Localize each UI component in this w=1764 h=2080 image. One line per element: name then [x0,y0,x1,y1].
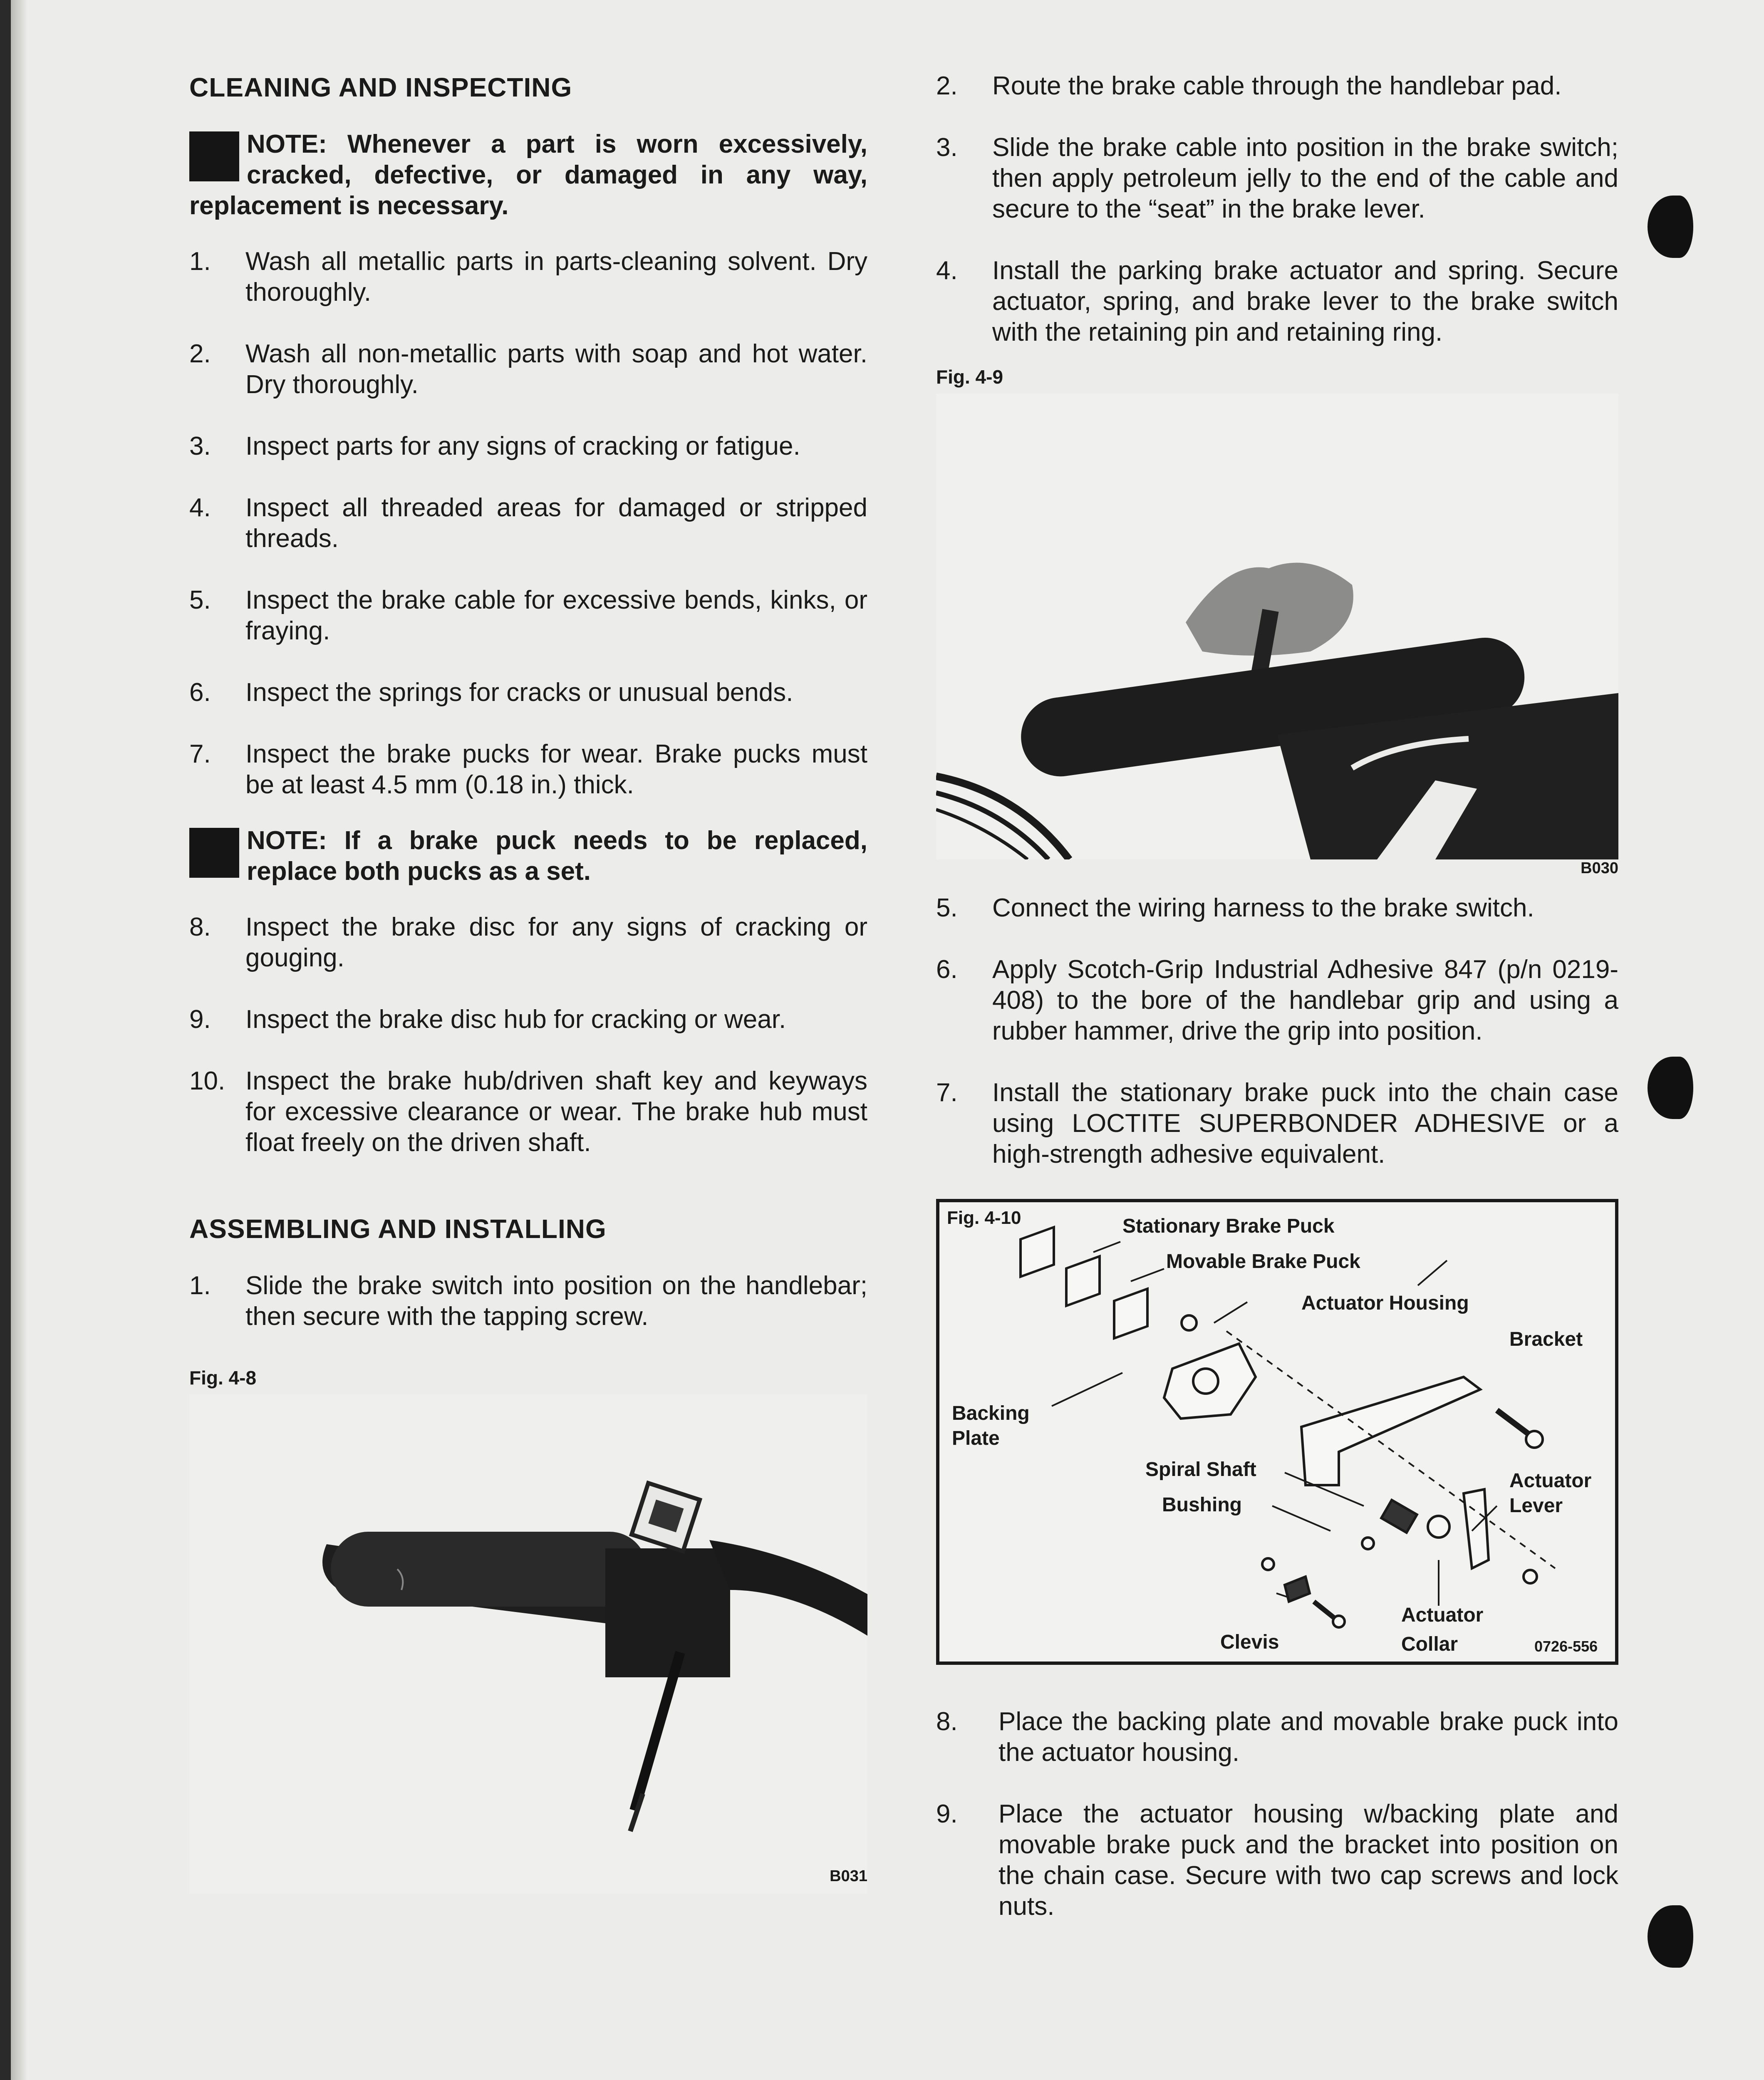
list-item: 2. Wash all non-metallic parts with soap and hot water. Dry thoroughly. [189,339,867,399]
figure-code: 0726-556 [1534,1638,1598,1655]
label-backing-plate-line1: Backing [952,1402,1030,1424]
list-item: 1. Wash all metallic parts in parts-cleaning solvent. Dry thoroughly. [189,247,867,307]
page-binding-edge [0,0,11,2080]
list-item: 10. Inspect the brake hub/driven shaft key and keyways for excessive clearance or wear. The brake hub must float freely on the driven shaft. [189,1067,867,1157]
label-backing-plate-line2: Plate [952,1427,1000,1449]
note-text: NOTE: Whenever a part is worn excessively, cracked, defective, or damaged in any way, replacement is necessary. [189,130,867,220]
brake-lever-installation-image [936,394,1618,859]
list-item: 6. Inspect the springs for cracks or unusual bends. [189,678,793,707]
section-heading-cleaning: CLEANING AND INSPECTING [189,72,572,102]
assembling-steps-right-c [936,1706,1618,1922]
note-puck-replace [189,825,867,887]
label-stationary-brake-puck: Stationary Brake Puck [1122,1215,1335,1237]
list-item: 5. Inspect the brake cable for excessive bends, kinks, or fraying. [189,586,867,645]
label-actuator-lever-line2: Lever [1509,1495,1563,1517]
list-item: 3. Inspect parts for any signs of cracking or fatigue. [189,432,800,461]
list-item: 9. Place the actuator housing w/backing plate and movable brake puck and the bracket into position on the chain case. Secure with two cap screws and lock nuts. [936,1800,1618,1921]
list-item: 2. Route the brake cable through the handlebar pad. [936,72,1562,100]
list-item: 6. Apply Scotch-Grip Industrial Adhesive 847 (p/n 0219-408) to the bore of the handlebar grip and using a rubber hammer, drive the grip into position. [936,955,1618,1045]
list-item: 7. Inspect the brake pucks for wear. Brake pucks must be at least 4.5 mm (0.18 in.) thick. [189,740,867,799]
figure-4-9-photo [936,394,1618,859]
assembling-steps [189,1270,867,1332]
list-item: 5. Connect the wiring harness to the brake switch. [936,894,1534,922]
assembling-steps-right-a [936,71,1618,348]
label-bushing: Bushing [1162,1494,1242,1516]
figure-label: Fig. 4-8 [189,1367,257,1389]
figure-code-row [936,859,1618,884]
list-item: 7. Install the stationary brake puck into the chain case using LOCTITE SUPERBONDER ADHESIVE or a high-strength adhesive equivalent. [936,1078,1618,1169]
binder-hole-mark [1648,1057,1693,1119]
page-binding-shadow [11,0,27,2080]
label-bracket: Bracket [1509,1328,1583,1350]
list-item: 8. Place the backing plate and movable brake puck into the actuator housing. [936,1707,1618,1767]
figure-label: Fig. 4-9 [936,366,1003,388]
note-marker-icon [189,131,239,181]
cleaning-steps-continued [189,912,867,1158]
label-spiral-shaft: Spiral Shaft [1145,1458,1256,1481]
list-item: 4. Inspect all threaded areas for damaged or stripped threads. [189,493,867,553]
label-actuator-housing: Actuator Housing [1301,1292,1469,1314]
label-actuator-lever-line1: Actuator [1509,1470,1592,1492]
figure-label: Fig. 4-10 [947,1208,1021,1228]
label-actuator-collar-line2: Collar [1401,1633,1458,1655]
figure-code: B031 [830,1867,867,1885]
left-column [189,71,867,1894]
assembling-steps-right-b [936,893,1618,1170]
list-item: 3. Slide the brake cable into position in the brake switch; then apply petroleum jelly to the end of the cable and secure to the “seat” in the brake lever. [936,133,1618,223]
list-item: 9. Inspect the brake disc hub for cracking or wear. [189,1005,786,1034]
handlebar-brake-switch-image [189,1394,867,1894]
note-text: NOTE: If a brake puck needs to be replaced, replace both pucks as a set. [247,826,867,886]
figure-4-10-diagram [936,1199,1618,1665]
label-clevis: Clevis [1220,1631,1279,1653]
note-marker-icon [189,828,239,878]
label-actuator-collar-line1: Actuator [1401,1604,1484,1626]
binder-hole-mark [1648,1905,1693,1968]
figure-code: B030 [1581,859,1618,877]
note-replacement [189,129,867,221]
list-item: 4. Install the parking brake actuator and spring. Secure actuator, spring, and brake lever to the brake switch with the retaining pin and retaining ring. [936,256,1618,347]
figure-4-8-photo [189,1394,867,1894]
binder-hole-mark [1648,196,1693,258]
label-movable-brake-puck: Movable Brake Puck [1166,1250,1360,1273]
section-heading-assembling: ASSEMBLING AND INSTALLING [189,1214,607,1244]
list-item: 1. Slide the brake switch into position on the handlebar; then secure with the tapping screw. [189,1271,867,1331]
cleaning-steps [189,246,867,800]
right-column [936,71,1618,1922]
list-item: 8. Inspect the brake disc for any signs of cracking or gouging. [189,913,867,972]
